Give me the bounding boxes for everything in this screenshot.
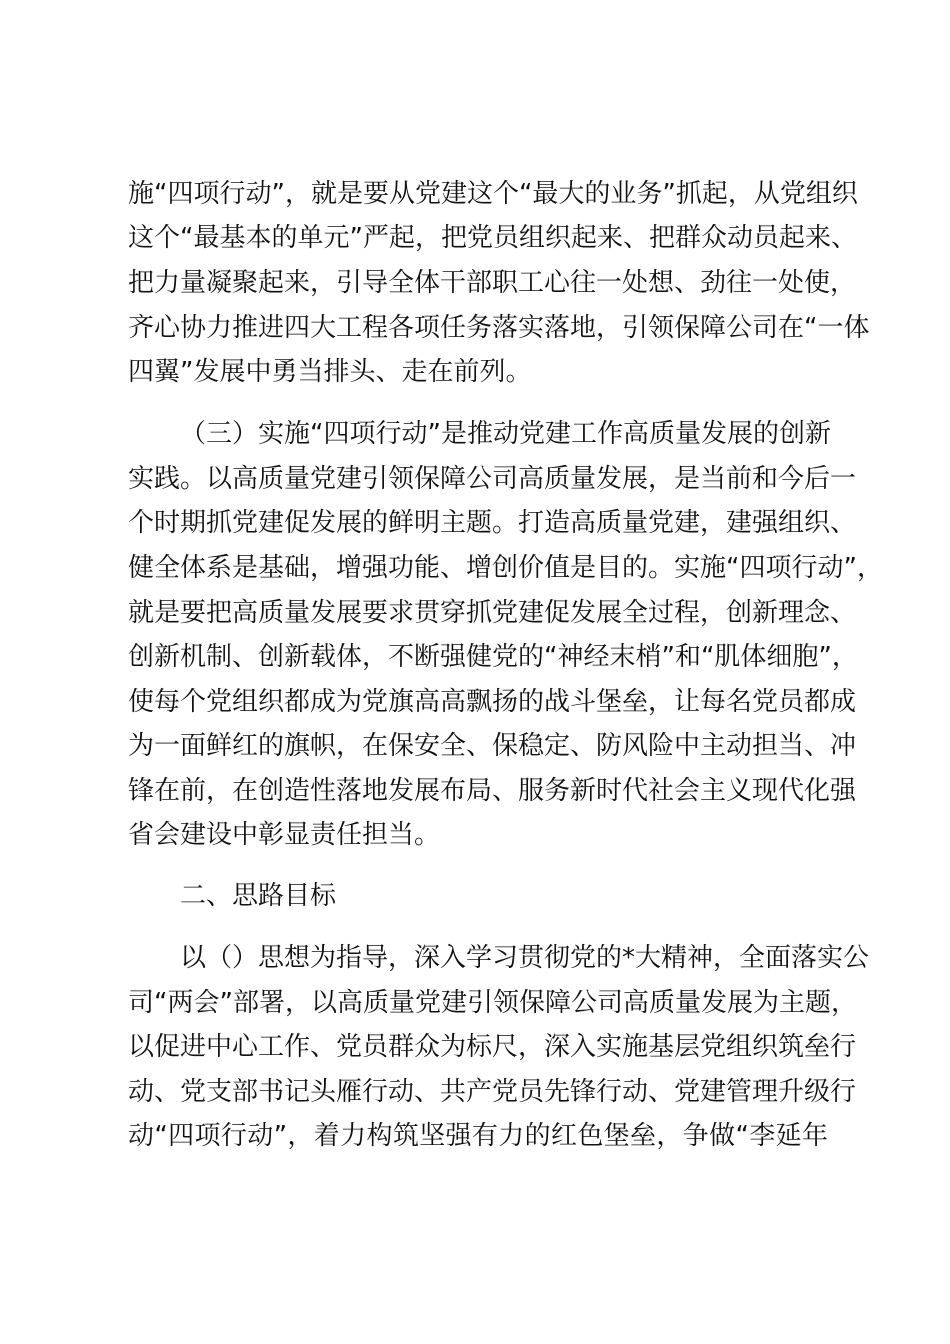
- paragraph-2-line-8: 为一面鲜红的旗帜，在保安全、保稳定、防风险中主动担当、冲: [128, 731, 857, 761]
- paragraph-3-line-1: 以（）思想为指导，深入学习贯彻党的*大精神，全面落实公: [180, 943, 870, 973]
- paragraph-2-line-9: 锋在前，在创造性落地发展布局、服务新时代社会主义现代化强: [128, 776, 857, 806]
- paragraph-3-line-2: 司“两会”部署，以高质量党建引领保障公司高质量发展为主题，: [128, 988, 857, 1018]
- paragraph-1-line-4: 齐心协力推进四大工程各项任务落实落地，引领保障公司在“一体: [128, 313, 870, 343]
- paragraph-2-line-5: 就是要把高质量发展要求贯穿抓党建促发展全过程，创新理念、: [128, 598, 857, 628]
- section-heading: 二、思路目标: [180, 881, 337, 911]
- paragraph-1-line-2: 这个“最基本的单元”严起，把党员组织起来、把群众动员起来、: [128, 223, 857, 253]
- paragraph-2-line-4: 健全体系是基础，增强功能、增创价值是目的。实施“四项行动”，: [128, 553, 883, 583]
- paragraph-2-line-10: 省会建设中彰显责任担当。: [128, 820, 441, 850]
- paragraph-2-line-1: （三）实施“四项行动”是推动党建工作高质量发展的创新: [180, 419, 831, 449]
- paragraph-3-line-3: 以促进中心工作、党员群众为标尺，深入实施基层党组织筑垒行: [128, 1032, 857, 1062]
- paragraph-2-line-2: 实践。以高质量党建引领保障公司高质量发展，是当前和今后一: [128, 464, 857, 494]
- paragraph-1-line-3: 把力量凝聚起来，引导全体干部职工心往一处想、劲往一处使，: [128, 268, 857, 298]
- paragraph-3-line-4: 动、党支部书记头雁行动、共产党员先锋行动、党建管理升级行: [128, 1077, 857, 1107]
- paragraph-1-line-5: 四翼”发展中勇当排头、走在前列。: [128, 357, 532, 387]
- paragraph-3-line-5: 动“四项行动”，着力构筑坚强有力的红色堡垒，争做“李延年: [128, 1121, 828, 1151]
- paragraph-1-line-1: 施“四项行动”，就是要从党建这个“最大的业务”抓起，从党组织: [128, 179, 858, 209]
- paragraph-2-line-7: 使每个党组织都成为党旗高高飘扬的战斗堡垒，让每名党员都成: [128, 687, 857, 717]
- paragraph-2-line-6: 创新机制、创新载体，不断强健党的“神经末梢”和“肌体细胞”，: [128, 642, 858, 672]
- paragraph-2-line-3: 个时期抓党建促发展的鲜明主题。打造高质量党建，建强组织、: [128, 508, 857, 538]
